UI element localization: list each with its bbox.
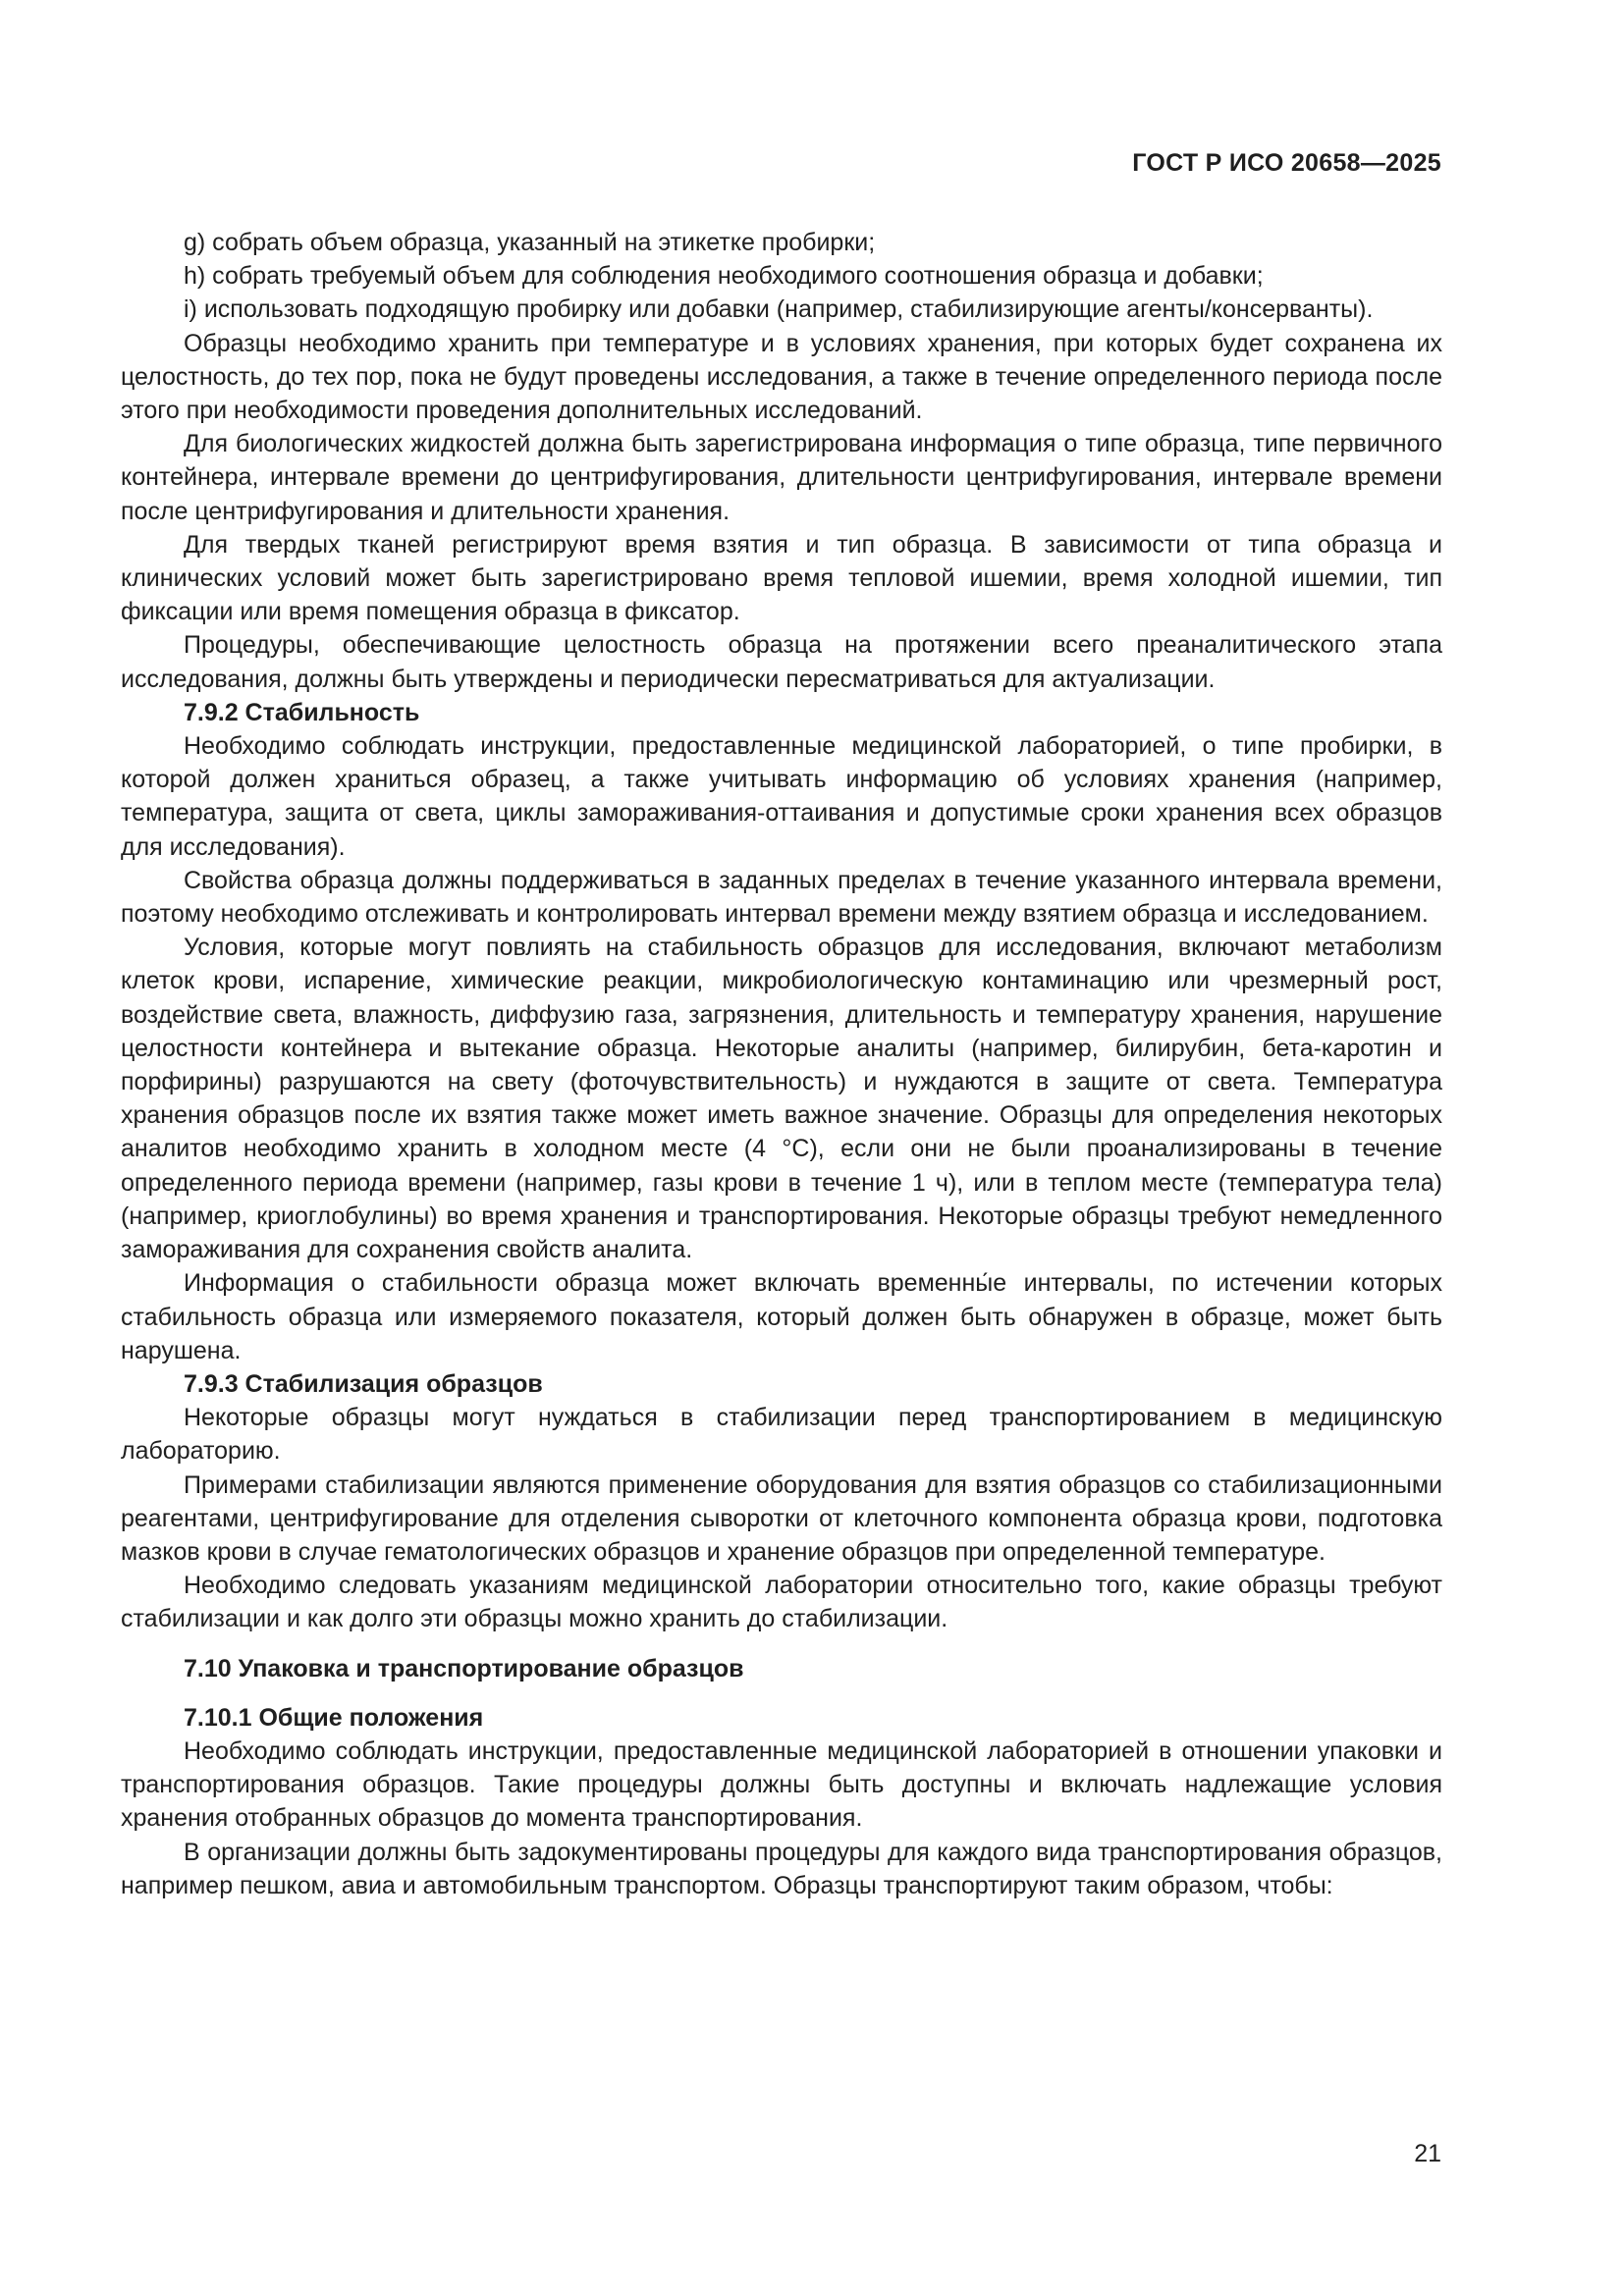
list-item-h: h) собрать требуемый объем для соблюдения необходимого соотношения образца и добавки; <box>184 262 1264 291</box>
section-heading-7-9-2: 7.9.2 Стабильность <box>184 698 420 726</box>
paragraph: Информация о стабильности образца может включать временны́е интервалы, по истечении которых стабильность образца или измеряемого показателя, который должен быть обнаружен в образце, может быть нарушена. <box>121 1269 1442 1364</box>
list-item-g: g) собрать объем образца, указанный на этикетке пробирки; <box>184 229 876 256</box>
paragraph: Для твердых тканей регистрируют время взятия и тип образца. В зависимости от типа образца и клинических условий может быть зарегистрировано время тепловой ишемии, время холодной ишемии, тип фиксации или время помещения образца в фиксатор. <box>121 530 1442 626</box>
paragraph: Необходимо соблюдать инструкции, предоставленные медицинской лабораторией в отношении упаковки и транспортирования образцов. Такие процедуры должны быть доступны и включать надлежащие условия хранения отобранных образцов до момента транспортирования. <box>121 1736 1442 1833</box>
paragraph: Свойства образца должны поддерживаться в заданных пределах в течение указанного интервала времени, поэтому необходимо отслеживать и контролировать интервал времени между взятием образца и исследованием. <box>121 866 1442 929</box>
paragraph: Условия, которые могут повлиять на стабильность образцов для исследования, включают метаболизм клеток крови, испарение, химические реакции, микробиологическую контаминацию или чрезмерный рост, воздействие света, влажность, диффузию газа, загрязнения, длительность и температуру хранения, нарушение целостности контейнера и вытекание образца. Некоторые аналиты (например, билирубин, бета-каротин и порфирины) разрушаются на свету (фоточувствительность) и нуждаются в защите от света. Температура хранения образцов после их взятия также может иметь важное значение. Образцы для определения некоторых аналитов необходимо хранить в холодном месте (4 °C), если они не были проанализированы в течение определенного периода времени (например, газы крови в течение 1 ч), или в теплом месте (температура тела) (например, криоглобулины) во время хранения и транспортирования. Некоторые образцы требуют немедленного замораживания для сохранения свойств аналита. <box>121 934 1442 1264</box>
paragraph: В организации должны быть задокументированы процедуры для каждого вида транспортирования образцов, например пешком, авиа и автомобильным транспортом. Образцы транспортируют таким образом, чтобы: <box>121 1838 1442 1899</box>
paragraph: Примерами стабилизации являются применение оборудования для взятия образцов со стабилизационными реагентами, центрифугирование для отделения сыворотки от клеточного компонента образца крови, подготовка мазков крови в случае гематологических образцов и хранение образцов при определенной температуре. <box>121 1470 1442 1566</box>
paragraph: Процедуры, обеспечивающие целостность образца на протяжении всего преаналитического этапа исследования, должны быть утверждены и периодически пересматриваться для актуализации. <box>121 631 1442 693</box>
paragraph: Образцы необходимо хранить при температуре и в условиях хранения, при которых будет сохранена их целостность, до тех пор, пока не будут проведены исследования, а также в течение определенного периода после этого при необходимости проведения дополнительных исследований. <box>121 329 1442 425</box>
section-heading-7-10: 7.10 Упаковка и транспортирование образцов <box>184 1654 744 1682</box>
list-item-i: i) использовать подходящую пробирку или добавки (например, стабилизирующие агенты/консерванты). <box>184 295 1374 324</box>
paragraph: Для биологических жидкостей должна быть зарегистрирована информация о типе образца, типе первичного контейнера, интервале времени до центрифугирования, длительности центрифугирования, интервале времени после центрифугирования и длительности хранения. <box>121 430 1442 525</box>
standard-designation: ГОСТ Р ИСО 20658—2025 <box>1132 149 1441 177</box>
document-body <box>121 226 1442 1902</box>
paragraph: Необходимо соблюдать инструкции, предоставленные медицинской лабораторией, о типе пробирки, в которой должен храниться образец, а также учитывать информацию об условиях хранения (например, температура, защита от света, циклы замораживания-оттаивания и допустимые сроки хранения всех образцов для исследования). <box>121 732 1442 861</box>
section-heading-7-10-1: 7.10.1 Общие положения <box>184 1703 484 1732</box>
paragraph: Необходимо следовать указаниям медицинской лаборатории относительно того, какие образцы требуют стабилизации и как долго эти образцы можно хранить до стабилизации. <box>121 1572 1442 1633</box>
section-heading-7-9-3: 7.9.3 Стабилизация образцов <box>184 1369 543 1398</box>
paragraph: Некоторые образцы могут нуждаться в стабилизации перед транспортированием в медицинскую лабораторию. <box>121 1404 1442 1466</box>
page-number: 21 <box>1414 2140 1441 2167</box>
